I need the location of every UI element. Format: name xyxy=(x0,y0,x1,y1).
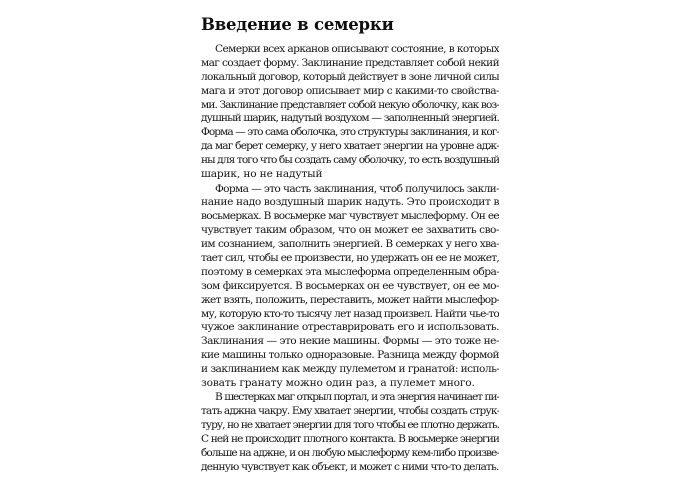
text-line: Заклинания — это некие машины. Формы — это тоже не- xyxy=(201,335,499,348)
text-line: тать аджна чакру. Ему хватает энергии, чтобы создать струк- xyxy=(201,405,499,418)
text-line: чужое заклинание отреставрировать его и использовать. xyxy=(201,321,499,334)
text-line: зом фиксируется. В восьмерках он ее чувствует, он ее мо- xyxy=(201,279,499,292)
text-line: да маг берет семерку, у него хватает энергии на уровне адж- xyxy=(201,140,499,153)
text-line: му, которую кто-то тысячу лет назад произвел. Найти чье-то xyxy=(201,307,499,320)
text-line: мага и этот договор описывает мир с какими-то свойства- xyxy=(201,84,499,97)
text-line: Семерки всех арканов описывают состояние, в которых xyxy=(215,43,499,55)
text-line: маг создает форму. Заклинание представляет собой некий xyxy=(201,56,499,69)
text-line: тает сил, чтобы ее произвести, но удержать он ее не может, xyxy=(201,251,499,264)
text-line: больше на аджне, и он любую мыслеформу кем-либо произве- xyxy=(201,447,499,460)
chapter-title: Введение в семерки xyxy=(201,15,394,34)
text-line: нание надо воздушный шарик надуть. Это происходит в xyxy=(201,196,499,209)
text-line: поэтому в семерках эта мыслеформа определенным обра- xyxy=(201,265,499,278)
text-line: денную чувствует как объект, и может с ними что-то делать. xyxy=(201,460,499,473)
paragraph xyxy=(201,183,499,391)
text-line: С ней не происходит плотного контакта. В восьмерке энергии xyxy=(201,433,499,446)
text-line: чувствует таким образом, что он может ее захватить сво- xyxy=(201,224,499,237)
text-line: шарик, но не надутый xyxy=(201,168,323,181)
text-line: Форма — это часть заклинания, чтоб получилось закли- xyxy=(215,182,499,195)
text-line: душный шарик, надутый воздухом — заполненный энергией. xyxy=(201,112,499,125)
book-page xyxy=(201,14,499,475)
paragraph xyxy=(201,391,499,474)
text-line: им сознанием, заполнить энергией. В семерках у него хва- xyxy=(201,238,499,251)
text-line: В шестерках маг открыл портал, и эта энергия начинает пи- xyxy=(215,391,499,404)
text-line: ми. Заклинание представляет собой некую оболочку, как воз- xyxy=(201,98,499,111)
body-text xyxy=(201,43,499,475)
text-line: туру, но не хватает энергии для того чтобы ее плотно держать. xyxy=(201,419,499,432)
text-line: жет взять, положить, переставить, может найти мыслефор- xyxy=(201,293,499,306)
text-line: ны для того что бы создать саму оболочку, то есть воздушный xyxy=(201,154,499,167)
text-line: кие машины только одноразовые. Разница между формой xyxy=(201,349,499,362)
text-line: локальный договор, который действует в зоне личной силы xyxy=(201,70,499,83)
text-line: и заклинанием как между пулеметом и гранатой: исполь- xyxy=(201,363,499,376)
paragraph xyxy=(201,43,499,182)
text-line: Форма — это сама оболочка, это структуры заклинания, и ког- xyxy=(201,126,499,139)
text-line: восьмерках. В восьмерке маг чувствует мыслеформу. Он ее xyxy=(201,210,499,223)
text-line: зовать гранату можно один раз, а пулемет много. xyxy=(201,376,475,389)
